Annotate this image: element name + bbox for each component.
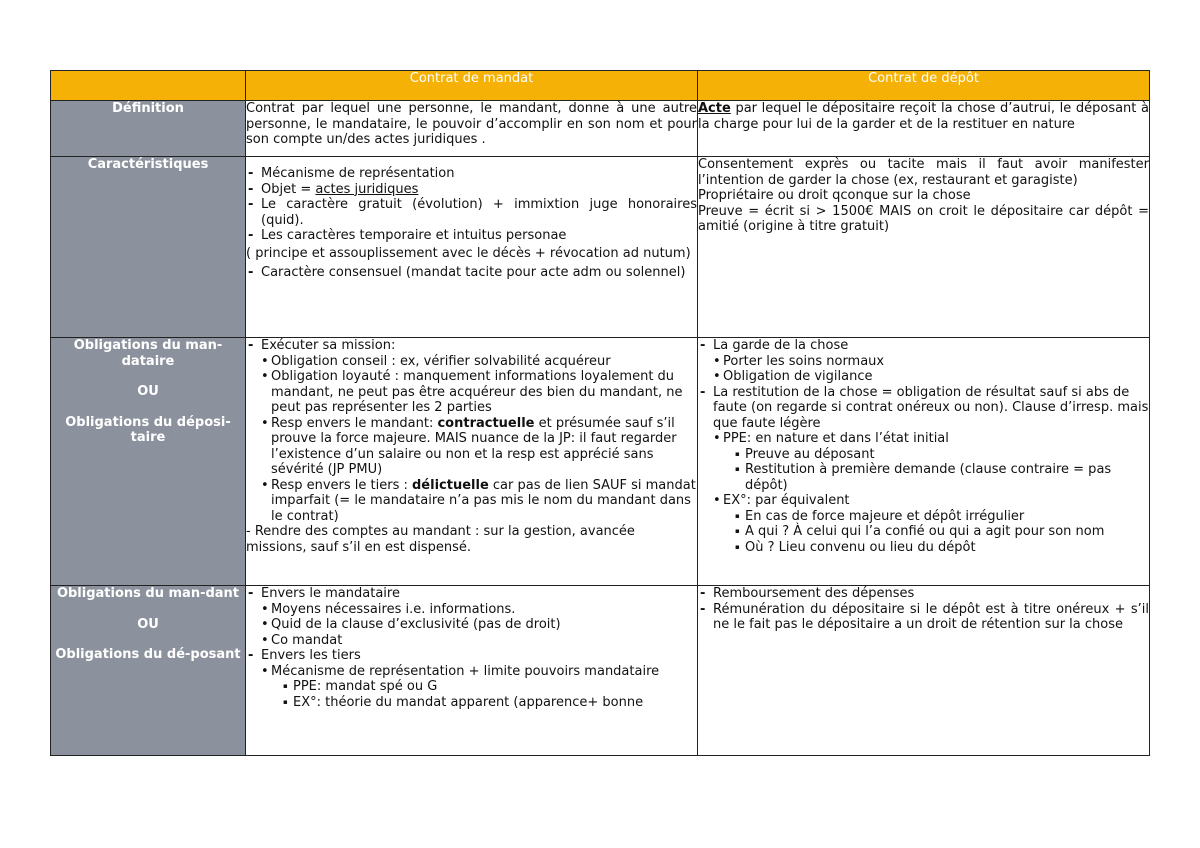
sub-list-item [713,431,1149,493]
sub-list [252,602,697,649]
sub-list-item-text: Resp envers le mandant: [271,415,438,431]
definition-depot-rest: par lequel le dépositaire reçoit la chose d’autrui, le déposant à la charge pour lui de la garder et de la restituer en nature [698,101,1149,132]
row-label-definition: Définition [51,101,246,157]
list-item [246,648,697,710]
sub-list-item: • Porter les soins normaux [713,354,1149,370]
sub-sub-list-item: ▪ Où ? Lieu convenu ou lieu du dépôt [735,540,1149,556]
sub-list-item: • Obligation de vigilance [713,369,1149,385]
list-item: - Le caractère gratuit (évolution) + immixtion juge honoraires (quid). [246,197,697,228]
sub-list [252,664,697,711]
sub-list-item-bold: contractuelle [437,415,535,431]
cell-caracteristiques-depot [698,157,1150,338]
sub-list-item: • Co mandat [261,633,697,649]
sub-list-item-text: Resp envers le tiers : [271,477,412,493]
list-item-text: Exécuter sa mission: [261,338,396,353]
list-item: - Caractère consensuel (mandat tacite pour acte adm ou solennel) [246,265,697,281]
row-label-obligations-depositaire: Obligations du déposi-taire [65,414,231,445]
row-label-obligations-mandataire [51,338,246,586]
table-row-caracteristiques [51,157,1150,338]
sub-sub-list [723,509,1149,556]
list-item [246,182,697,198]
table-row-obligations-mandant [51,586,1150,756]
sub-list [252,354,697,525]
caracteristiques-mandat-list-2 [246,265,697,281]
sub-sub-list [271,679,697,710]
sub-sub-list-item: ▪ A qui ? À celui qui l’a confié ou qui a agit pour son nom [735,524,1149,540]
row-label-caracteristiques: Caractéristiques [51,157,246,338]
obligations-deposant-list [698,586,1149,633]
list-item: - Rémunération du dépositaire si le dépôt est à titre onéreux + s’il ne le fait pas le dépositaire a un droit de rétention sur la chose [698,602,1149,633]
header-depot: Contrat de dépôt [698,71,1150,101]
list-item: - Les caractères temporaire et intuitus personae [246,228,697,244]
header-corner-cell [51,71,246,101]
sub-list-item: • Moyens nécessaires i.e. informations. [261,602,697,618]
cell-definition-mandat [246,101,698,157]
cell-obligations-mandataire [246,338,698,586]
sub-sub-list-item: ▪ EX°: théorie du mandat apparent (apparence+ bonne [283,695,697,711]
cell-definition-depot [698,101,1150,157]
sub-list-item-text: Mécanisme de représentation + limite pouvoirs mandataire [271,663,660,679]
sub-sub-list [723,447,1149,494]
obligations-depositaire-list [698,338,1149,555]
obligations-mandant-list [246,586,697,710]
comparison-table [50,70,1150,756]
row-label-obligations-mandant-1: Obligations du man-dant [56,586,240,601]
list-item-underlined: actes juridiques [315,181,419,197]
sub-sub-list-item: ▪ Restitution à première demande (clause contraire = pas dépôt) [735,462,1149,493]
sub-list [704,431,1149,555]
obligations-mandataire-tail: - Rendre des comptes au mandant : sur la gestion, avancée missions, sauf s’il en est dispensé. [246,524,635,555]
sub-list-item [713,493,1149,555]
sub-list-item-text: et présumée sauf s’il prouve la force majeure. MAIS nuance de la JP: il faut regarder l’existence d’un salaire ou non et la resp est apprécié sans sévérité (JP PMU) [271,415,677,477]
table-row-obligations-mandataire [51,338,1150,586]
sub-list-item-text: PPE: en nature et dans l’état initial [723,431,949,446]
list-item-text: Envers le mandataire [261,586,400,601]
list-item-text: La restitution de la chose = obligation de résultat sauf si abs de faute (on regarde si contrat onéreux ou non). Clause d’irresp. mais que faute légère [713,384,1149,431]
row-label-obligations-mandant [51,586,246,756]
caracteristiques-depot-p2: Propriétaire ou droit qconque sur la chose [698,188,971,203]
sub-sub-list-item: ▪ En cas de force majeure et dépôt irrégulier [735,509,1149,525]
header-row [51,71,1150,101]
list-item [246,586,697,648]
list-item [698,385,1149,556]
sub-list-item [261,664,697,711]
sub-list-item-text: car pas de lien SAUF si mandat imparfait (= le mandataire n’a pas mis le nom du mandant dans le contrat) [271,477,696,524]
sub-list-item: • Obligation loyauté : manquement informations loyalement du mandant, ne peut pas être acquéreur des bien du mandant, ne peut pas représenter les 2 parties [261,369,697,416]
list-item: - Remboursement des dépenses [698,586,1149,602]
header-mandat: Contrat de mandat [246,71,698,101]
list-item: - Mécanisme de représentation [246,166,697,182]
definition-mandat-text: Contrat par lequel une personne, le mandant, donne à une autre personne, le mandataire, le pouvoir d’accomplir en son nom et pour son compte un/des actes juridiques . [246,101,697,147]
caracteristiques-depot-p3: Preuve = écrit si > 1500€ MAIS on croit le dépositaire car dépôt = amitié (origine à titre gratuit) [698,203,1149,234]
sub-list-item: • Obligation conseil : ex, vérifier solvabilité acquéreur [261,354,697,370]
sub-list-item: • Quid de la clause d’exclusivité (pas de droit) [261,617,697,633]
row-label-ou: OU [137,384,159,399]
sub-list [704,354,1149,385]
sub-list-item-bold: délictuelle [412,477,489,493]
definition-depot-text [698,101,1149,132]
caracteristiques-mandat-list [246,166,697,244]
row-label-obligations-deposant: Obligations du dé-posant [55,647,241,662]
sub-list-item-text: EX°: par équivalent [723,493,850,508]
list-item-text: Objet = [261,181,316,197]
list-item-text: La garde de la chose [713,338,849,353]
sub-list-item [261,416,697,478]
row-label-obligations-mandataire-1: Obligations du man-dataire [73,338,223,369]
cell-obligations-deposant [698,586,1150,756]
list-item-text: Envers les tiers [261,648,361,663]
sub-sub-list-item: ▪ Preuve au déposant [735,447,1149,463]
cell-obligations-mandant [246,586,698,756]
row-label-ou: OU [137,616,159,632]
list-item [246,338,697,524]
obligations-mandataire-list [246,338,697,524]
cell-caracteristiques-mandat [246,157,698,338]
table-row-definition [51,101,1150,157]
sub-sub-list-item: ▪ PPE: mandat spé ou G [283,679,697,695]
cell-obligations-depositaire [698,338,1150,586]
caracteristiques-mandat-note: ( principe et assouplissement avec le décès + révocation ad nutum) [246,245,691,261]
sub-list-item [261,478,697,525]
caracteristiques-depot-p1: Consentement exprès ou tacite mais il faut avoir manifester l’intention de garder la chose (ex, restaurant et garagiste) [698,157,1149,188]
list-item [698,338,1149,385]
definition-depot-keyword: Acte [698,101,731,116]
